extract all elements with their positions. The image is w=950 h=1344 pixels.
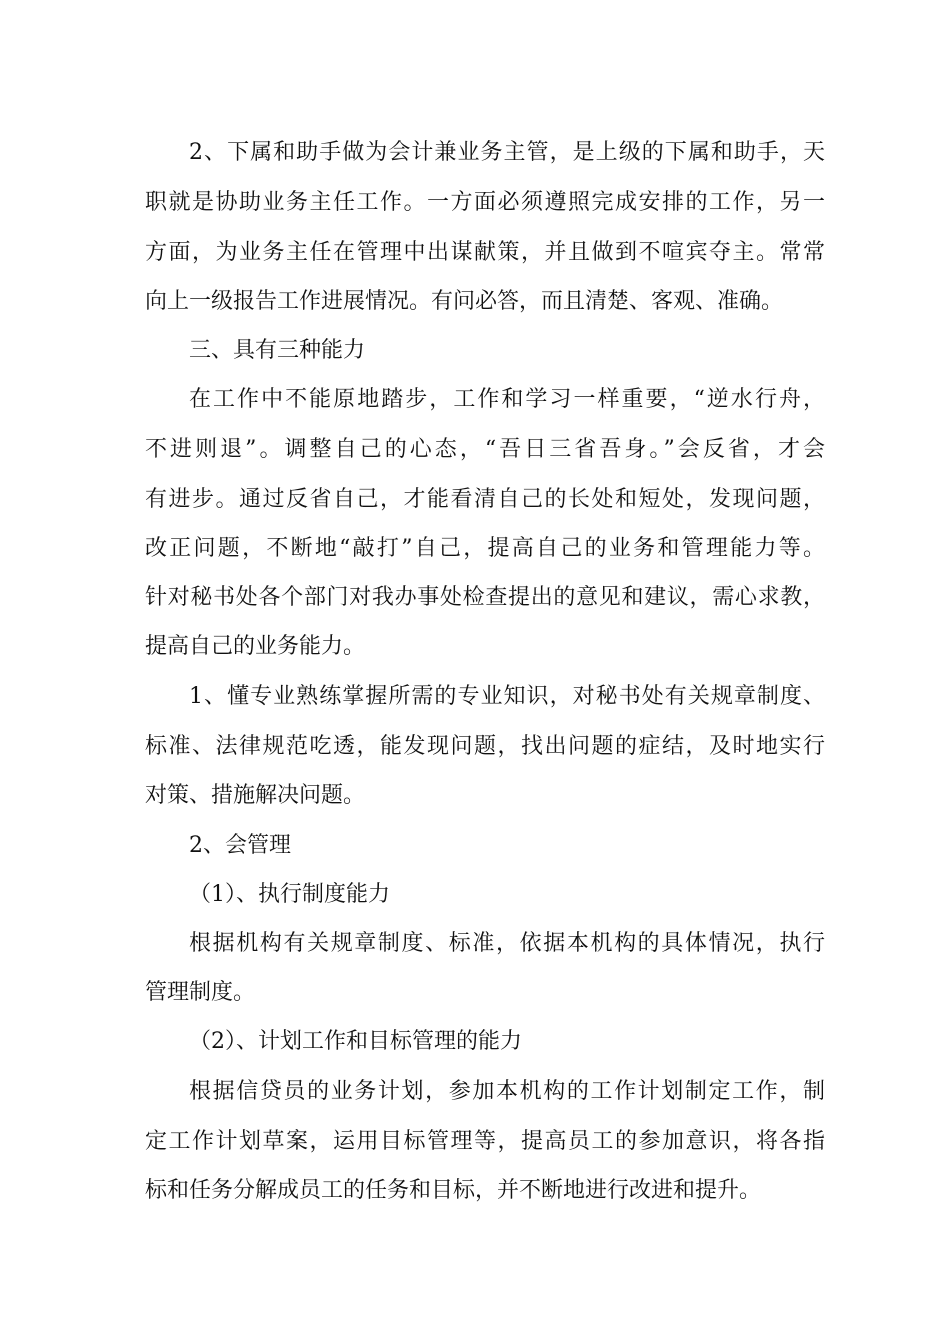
paragraph-line: 职就是协助业务主任工作。一方面必须遵照完成安排的工作，另一 <box>145 190 825 215</box>
subheading: 2、会管理 <box>189 833 291 858</box>
section-heading: 三、具有三种能力 <box>189 338 366 363</box>
paragraph-line: 不进则退”。调整自己的心态，“吾日三省吾身。”会反省，才会 <box>145 437 825 462</box>
paragraph-line: 标和任务分解成员工的任务和目标，并不断地进行改进和提升。 <box>145 1178 762 1203</box>
paragraph-line: 根据机构有关规章制度、标准，依据本机构的具体情况，执行 <box>189 931 825 956</box>
subheading: （2）、计划工作和目标管理的能力 <box>189 1029 522 1054</box>
paragraph-line: 方面，为业务主任在管理中出谋献策，并且做到不喧宾夺主。常常 <box>145 240 825 265</box>
paragraph-line: 提高自己的业务能力。 <box>145 634 366 659</box>
paragraph-line: 定工作计划草案，运用目标管理等，提高员工的参加意识，将各指 <box>145 1129 825 1154</box>
paragraph-line: 改正问题，不断地“敲打”自己，提高自己的业务和管理能力等。 <box>145 536 825 561</box>
paragraph-line: 有进步。通过反省自己，才能看清自己的长处和短处，发现问题， <box>145 487 825 512</box>
paragraph-line: 2、下属和助手做为会计兼业务主管，是上级的下属和助手，天 <box>189 140 825 165</box>
paragraph-line: 1、懂专业熟练掌握所需的专业知识，对秘书处有关规章制度、 <box>189 684 825 709</box>
subheading: （1）、执行制度能力 <box>189 882 390 907</box>
paragraph-line: 对策、措施解决问题。 <box>145 783 366 808</box>
paragraph-line: 管理制度。 <box>145 980 256 1005</box>
paragraph-line: 根据信贷员的业务计划，参加本机构的工作计划制定工作，制 <box>189 1079 825 1104</box>
paragraph-line: 针对秘书处各个部门对我办事处检查提出的意见和建议，需心求教， <box>145 585 825 610</box>
paragraph-line: 在工作中不能原地踏步，工作和学习一样重要，“逆水行舟， <box>189 387 825 412</box>
paragraph-line: 标准、法律规范吃透，能发现问题，找出问题的症结，及时地实行 <box>145 734 825 759</box>
paragraph-line: 向上一级报告工作进展情况。有问必答，而且清楚、客观、准确。 <box>145 289 784 314</box>
